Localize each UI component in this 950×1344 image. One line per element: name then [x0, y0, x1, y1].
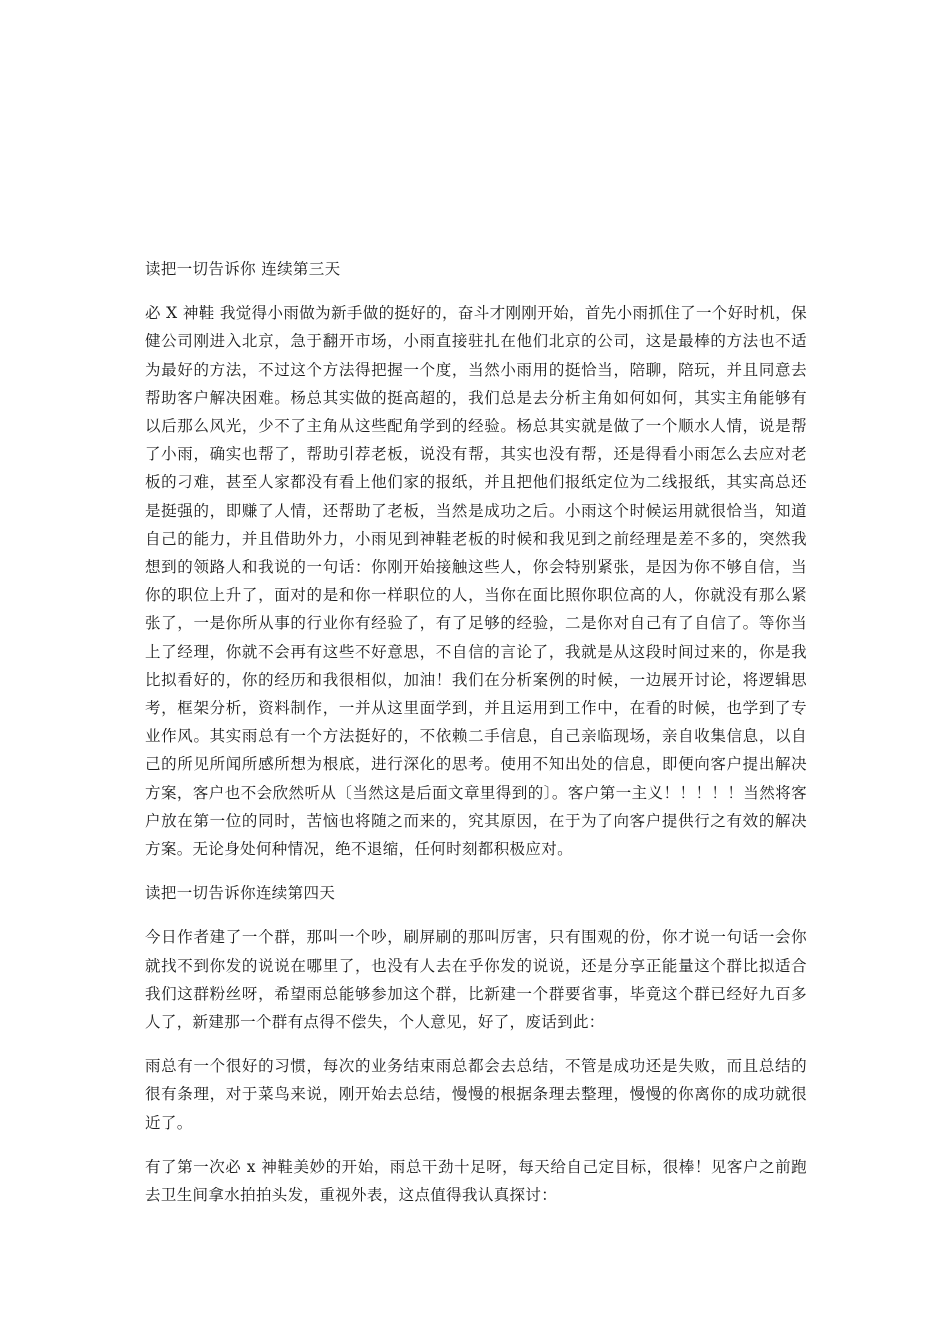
body-paragraph: 必 X 神鞋 我觉得小雨做为新手做的挺好的，奋斗才刚刚开始，首先小雨抓住了一个好时机，保健公司刚进入北京，急于翻开市场，小雨直接驻扎在他们北京的公司，这是最棒的方法也不适为最好的方法，不过这个方法得把握一个度，当然小雨用的挺恰当，陪聊，陪玩，并且同意去帮助客户解决困难。杨总其实做的挺高超的，我们总是去分析主角如何如何，其实主角能够有以后那么风光，少不了主角从这些配角学到的经验。杨总其实就是做了一个顺水人情，说是帮了小雨，确实也帮了，帮助引荐老板，说没有帮，其实也没有帮，还是得看小雨怎么去应对老板的刁难，甚至人家都没有看上他们家的报纸，并且把他们报纸定位为二线报纸，其实高总还是挺强的，即赚了人情，还帮助了老板，当然是成功之后。小雨这个时候运用就很恰当，知道自己的能力，并且借助外力，小雨见到神鞋老板的时候和我见到之前经理是差不多的，突然我想到的领路人和我说的一句话：你刚开始接触这些人，你会特别紧张，是因为你不够自信，当你的职位上升了，面对的是和你一样职位的人，当你在面比照你职位高的人，你就没有那么紧张了，一是你所从事的行业你有经验了，有了足够的经验，二是你对自己有了自信了。等你当上了经理，你就不会再有这些不好意思，不自信的言论了，我就是从这段时间过来的，你是我比拟看好的，你的经历和我很相似，加油！我们在分析案例的时候，一边展开讨论，将逻辑思考，框架分析，资料制作，一并从这里面学到，并且运用到工作中，在看的时候，也学到了专业作风。其实雨总有一个方法挺好的，不依赖二手信息，自己亲临现场，亲自收集信息，以自己的所见所闻所感所想为根底，进行深化的思考。使用不知出处的信息，即便向客户提出解决方案，客户也不会欣然听从〔当然这是后面文章里得到的〕。客户第一主义！！！！！当然将客户放在第一位的同时，苦恼也将随之而来的，究其原因，在于为了向客户提供行之有效的解决方案。无论身处何种情况，绝不退缩，任何时刻都积极应对。	[145, 304, 807, 859]
body-paragraph: 今日作者建了一个群，那叫一个吵，刷屏刷的那叫厉害，只有围观的份，你才说一句话一会你就找不到你发的说说在哪里了，也没有人去在乎你发的说说，还是分享正能量这个群比拟适合我们这群粉丝呀，希望雨总能够参加这个群，比新建一个群要省事，毕竟这个群已经好九百多人了，新建那一个群有点得不偿失，个人意见，好了，废话到此：	[145, 928, 807, 1032]
body-paragraph: 有了第一次必 x 神鞋美妙的开始，雨总干劲十足呀，每天给自己定目标，很棒！见客户之前跑去卫生间拿水拍拍头发，重视外表，这点值得我认真探讨：	[145, 1157, 807, 1205]
section-heading-day-four: 读把一切告诉你连续第四天	[145, 884, 336, 903]
document-body	[145, 255, 807, 1223]
body-paragraph: 雨总有一个很好的习惯，每次的业务结束雨总都会去总结，不管是成功还是失败，而且总结的很有条理，对于菜鸟来说，刚开始去总结，慢慢的根据条理去整理，慢慢的你离你的成功就很近了。	[145, 1057, 807, 1132]
section-heading-day-three: 读把一切告诉你 连续第三天	[145, 260, 341, 278]
